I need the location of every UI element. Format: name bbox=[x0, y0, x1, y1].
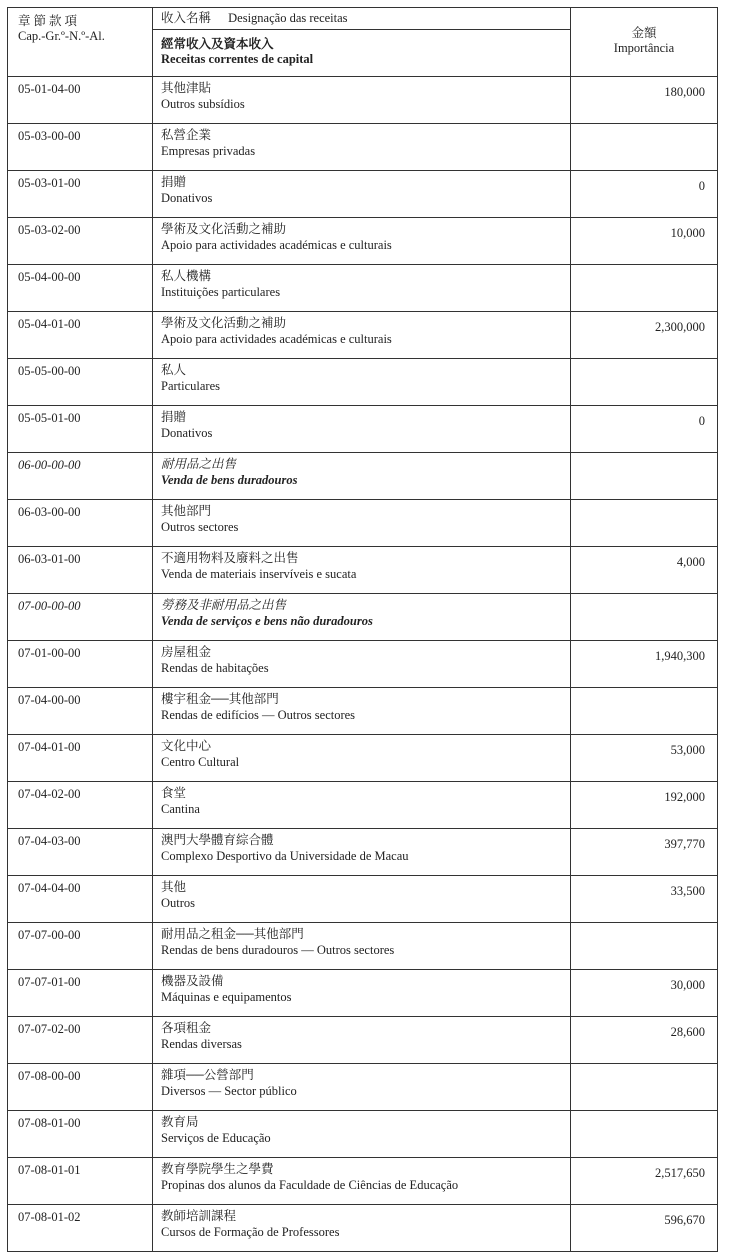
description-zh: 澳門大學體育綜合體 bbox=[161, 833, 274, 847]
description-pt: Donativos bbox=[161, 190, 213, 205]
revenue-table bbox=[7, 7, 718, 1252]
table-row bbox=[8, 1017, 718, 1064]
amount-value: 33,500 bbox=[571, 876, 718, 923]
revenue-description bbox=[153, 641, 571, 688]
description-header-pt: Designação das receitas bbox=[228, 11, 348, 25]
description-pt: Instituições particulares bbox=[161, 284, 281, 299]
amount-value bbox=[571, 594, 718, 641]
revenue-description bbox=[153, 1205, 571, 1252]
description-pt: Rendas de edifícios — Outros sectores bbox=[161, 707, 356, 722]
table-row bbox=[8, 124, 718, 171]
amount-value bbox=[571, 359, 718, 406]
table-row bbox=[8, 641, 718, 688]
description-pt: Venda de materiais inservíveis e sucata bbox=[161, 566, 357, 581]
revenue-description bbox=[153, 829, 571, 876]
account-code: 07-04-00-00 bbox=[8, 688, 153, 735]
amount-value bbox=[571, 124, 718, 171]
amount-value bbox=[571, 453, 718, 500]
description-zh: 其他 bbox=[161, 880, 187, 894]
description-pt: Outros sectores bbox=[161, 519, 239, 534]
table-row bbox=[8, 453, 718, 500]
account-code: 07-00-00-00 bbox=[8, 594, 153, 641]
description-pt: Serviços de Educação bbox=[161, 1130, 271, 1145]
amount-column-header bbox=[571, 8, 718, 77]
description-zh: 耐用品之出售 bbox=[161, 457, 237, 471]
revenue-description bbox=[153, 500, 571, 547]
revenue-table-body bbox=[8, 8, 718, 1252]
revenue-description bbox=[153, 1064, 571, 1111]
description-zh: 私人 bbox=[161, 363, 187, 377]
amount-value: 28,600 bbox=[571, 1017, 718, 1064]
description-zh: 私營企業 bbox=[161, 128, 212, 142]
account-code: 05-03-01-00 bbox=[8, 171, 153, 218]
account-code: 07-07-01-00 bbox=[8, 970, 153, 1017]
revenue-description bbox=[153, 923, 571, 970]
table-row bbox=[8, 1111, 718, 1158]
revenue-description bbox=[153, 124, 571, 171]
description-header-zh: 收入名稱 bbox=[161, 11, 212, 25]
table-row bbox=[8, 171, 718, 218]
description-zh: 其他部門 bbox=[161, 504, 212, 518]
description-zh: 學術及文化活動之補助 bbox=[161, 316, 287, 330]
table-row bbox=[8, 594, 718, 641]
description-header-label bbox=[153, 8, 570, 30]
revenue-description bbox=[153, 547, 571, 594]
account-code: 07-08-00-00 bbox=[8, 1064, 153, 1111]
revenue-description bbox=[153, 876, 571, 923]
account-code: 05-01-04-00 bbox=[8, 77, 153, 124]
description-zh: 機器及設備 bbox=[161, 974, 224, 988]
amount-header-pt: Importância bbox=[613, 41, 675, 55]
description-zh: 樓宇租金──其他部門 bbox=[161, 692, 279, 706]
account-code: 05-03-02-00 bbox=[8, 218, 153, 265]
account-code: 05-05-00-00 bbox=[8, 359, 153, 406]
description-pt: Particulares bbox=[161, 378, 221, 393]
table-row bbox=[8, 359, 718, 406]
account-code: 06-03-01-00 bbox=[8, 547, 153, 594]
account-code: 07-07-00-00 bbox=[8, 923, 153, 970]
description-zh: 教育局 bbox=[161, 1115, 199, 1129]
amount-value: 2,300,000 bbox=[571, 312, 718, 359]
amount-value bbox=[571, 1064, 718, 1111]
account-code: 07-08-01-00 bbox=[8, 1111, 153, 1158]
description-zh: 各項租金 bbox=[161, 1021, 212, 1035]
description-pt: Rendas de bens duradouros — Outros sectores bbox=[161, 942, 395, 957]
revenue-description bbox=[153, 1017, 571, 1064]
account-code: 05-04-01-00 bbox=[8, 312, 153, 359]
description-pt: Outros bbox=[161, 895, 196, 910]
table-row bbox=[8, 923, 718, 970]
account-code: 07-04-03-00 bbox=[8, 829, 153, 876]
code-header-pt: Cap.-Gr.º-N.º-Al. bbox=[18, 29, 105, 43]
description-pt: Cantina bbox=[161, 801, 200, 816]
amount-value bbox=[571, 688, 718, 735]
description-zh: 雜項──公營部門 bbox=[161, 1068, 254, 1082]
amount-value: 0 bbox=[571, 171, 718, 218]
description-zh: 勞務及非耐用品之出售 bbox=[161, 598, 287, 612]
account-code: 05-03-00-00 bbox=[8, 124, 153, 171]
amount-header-zh: 金額 bbox=[631, 26, 657, 40]
description-pt: Máquinas e equipamentos bbox=[161, 989, 292, 1004]
description-pt: Complexo Desportivo da Universidade de Macau bbox=[161, 848, 409, 863]
revenue-description bbox=[153, 218, 571, 265]
description-zh: 捐贈 bbox=[161, 410, 187, 424]
table-row bbox=[8, 312, 718, 359]
amount-value bbox=[571, 1111, 718, 1158]
revenue-description bbox=[153, 782, 571, 829]
revenue-description bbox=[153, 359, 571, 406]
section-title bbox=[153, 30, 570, 67]
description-column-header bbox=[153, 8, 571, 77]
table-row bbox=[8, 1158, 718, 1205]
section-title-pt: Receitas correntes de capital bbox=[161, 52, 314, 66]
account-code: 06-00-00-00 bbox=[8, 453, 153, 500]
account-code: 07-04-04-00 bbox=[8, 876, 153, 923]
table-row bbox=[8, 406, 718, 453]
section-title-zh: 經常收入及資本收入 bbox=[161, 37, 274, 51]
revenue-description bbox=[153, 265, 571, 312]
amount-value bbox=[571, 923, 718, 970]
amount-value: 596,670 bbox=[571, 1205, 718, 1252]
table-row bbox=[8, 876, 718, 923]
account-code: 07-01-00-00 bbox=[8, 641, 153, 688]
amount-value: 53,000 bbox=[571, 735, 718, 782]
table-row bbox=[8, 500, 718, 547]
table-row bbox=[8, 218, 718, 265]
table-row bbox=[8, 547, 718, 594]
revenue-description bbox=[153, 312, 571, 359]
account-code: 07-07-02-00 bbox=[8, 1017, 153, 1064]
amount-value: 1,940,300 bbox=[571, 641, 718, 688]
amount-value: 2,517,650 bbox=[571, 1158, 718, 1205]
revenue-description bbox=[153, 1158, 571, 1205]
description-pt: Propinas dos alunos da Faculdade de Ciências de Educação bbox=[161, 1177, 459, 1192]
description-pt: Rendas de habitações bbox=[161, 660, 269, 675]
table-row bbox=[8, 1064, 718, 1111]
description-zh: 其他津貼 bbox=[161, 81, 212, 95]
revenue-description bbox=[153, 171, 571, 218]
revenue-description bbox=[153, 688, 571, 735]
description-zh: 文化中心 bbox=[161, 739, 212, 753]
description-pt: Outros subsídios bbox=[161, 96, 245, 111]
amount-value: 192,000 bbox=[571, 782, 718, 829]
description-zh: 食堂 bbox=[161, 786, 187, 800]
table-row bbox=[8, 782, 718, 829]
description-pt: Donativos bbox=[161, 425, 213, 440]
description-pt: Cursos de Formação de Professores bbox=[161, 1224, 340, 1239]
amount-value: 180,000 bbox=[571, 77, 718, 124]
description-zh: 教師培訓課程 bbox=[161, 1209, 237, 1223]
table-row bbox=[8, 1205, 718, 1252]
amount-value: 30,000 bbox=[571, 970, 718, 1017]
account-code: 05-05-01-00 bbox=[8, 406, 153, 453]
description-zh: 不適用物料及廢料之出售 bbox=[161, 551, 299, 565]
account-code: 06-03-00-00 bbox=[8, 500, 153, 547]
table-row bbox=[8, 970, 718, 1017]
revenue-description bbox=[153, 453, 571, 500]
amount-value bbox=[571, 265, 718, 312]
account-code: 07-04-01-00 bbox=[8, 735, 153, 782]
revenue-description bbox=[153, 594, 571, 641]
account-code: 05-04-00-00 bbox=[8, 265, 153, 312]
description-zh: 捐贈 bbox=[161, 175, 187, 189]
table-row bbox=[8, 688, 718, 735]
description-pt: Rendas diversas bbox=[161, 1036, 242, 1051]
description-zh: 耐用品之租金──其他部門 bbox=[161, 927, 304, 941]
amount-value: 10,000 bbox=[571, 218, 718, 265]
amount-value bbox=[571, 500, 718, 547]
description-zh: 教育學院學生之學費 bbox=[161, 1162, 274, 1176]
amount-value: 397,770 bbox=[571, 829, 718, 876]
revenue-description bbox=[153, 970, 571, 1017]
description-pt: Diversos — Sector público bbox=[161, 1083, 297, 1098]
description-zh: 房屋租金 bbox=[161, 645, 212, 659]
account-code: 07-08-01-02 bbox=[8, 1205, 153, 1252]
account-code: 07-08-01-01 bbox=[8, 1158, 153, 1205]
description-zh: 私人機構 bbox=[161, 269, 212, 283]
revenue-description bbox=[153, 406, 571, 453]
table-row bbox=[8, 735, 718, 782]
description-pt: Apoio para actividades académicas e culturais bbox=[161, 237, 392, 252]
revenue-description bbox=[153, 1111, 571, 1158]
table-row bbox=[8, 265, 718, 312]
table-header-row bbox=[8, 8, 718, 77]
description-pt: Centro Cultural bbox=[161, 754, 240, 769]
amount-value: 0 bbox=[571, 406, 718, 453]
code-column-header bbox=[8, 8, 153, 77]
revenue-description bbox=[153, 77, 571, 124]
amount-value: 4,000 bbox=[571, 547, 718, 594]
description-pt: Venda de bens duradouros bbox=[161, 472, 298, 487]
account-code: 07-04-02-00 bbox=[8, 782, 153, 829]
table-row bbox=[8, 77, 718, 124]
table-row bbox=[8, 829, 718, 876]
revenue-description bbox=[153, 735, 571, 782]
description-zh: 學術及文化活動之補助 bbox=[161, 222, 287, 236]
description-pt: Venda de serviços e bens não duradouros bbox=[161, 613, 373, 628]
description-pt: Empresas privadas bbox=[161, 143, 256, 158]
code-header-zh: 章節款項 bbox=[18, 14, 81, 28]
description-pt: Apoio para actividades académicas e culturais bbox=[161, 331, 392, 346]
